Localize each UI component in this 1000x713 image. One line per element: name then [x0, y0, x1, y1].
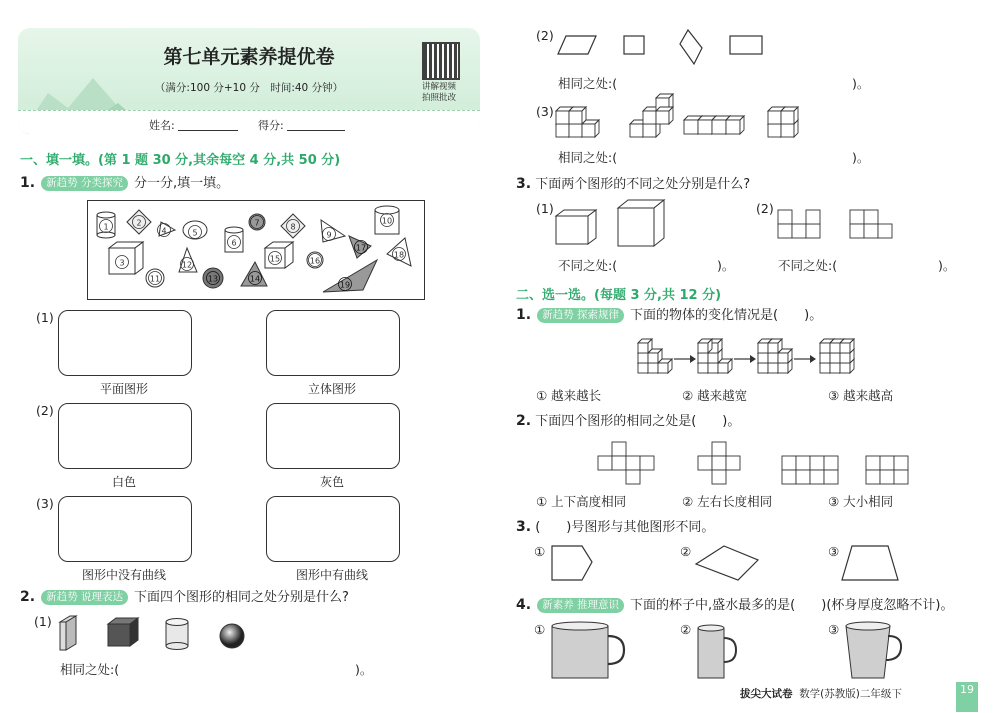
net-square [880, 456, 894, 470]
footer [740, 686, 902, 702]
net-square [806, 224, 820, 238]
c1-text: 下面的物体的变化情况是( )。 [630, 308, 823, 323]
cup-icon [846, 622, 901, 678]
net-square [850, 210, 864, 224]
q1-group-label: (1) [36, 310, 54, 325]
dark-cube-icon [108, 618, 138, 646]
section2-title: 二、选一选。(每题 3 分,共 12 分) [516, 288, 722, 303]
svg-text:18: 18 [393, 250, 405, 260]
c2-cube-nets [598, 438, 918, 488]
c2-option-2[interactable]: ② 左右长度相同 [682, 494, 773, 509]
q2-part1-label: (1) [34, 614, 52, 629]
unit-cube [781, 107, 798, 124]
net-square [796, 456, 810, 470]
cup-icon [698, 625, 736, 678]
page-title: 第七单元素养提优卷 [163, 46, 335, 68]
c1-option-2[interactable]: ② 越来越宽 [682, 388, 748, 403]
net-square [796, 470, 810, 484]
c4-line [516, 596, 953, 615]
q1-right-caption: 灰色 [319, 475, 344, 489]
c2-number: 2. [516, 413, 532, 429]
unit-cube [638, 339, 652, 353]
unit-cube [768, 339, 782, 353]
pentagon-icon [552, 546, 592, 580]
net-square [894, 456, 908, 470]
q2-part2-close: )。 [852, 76, 870, 91]
net-square [894, 470, 908, 484]
svg-text:1: 1 [103, 222, 109, 232]
net-square [778, 224, 792, 238]
q1-tag: 新趋势 分类探究 [41, 176, 128, 191]
qr-caption-2: 拍照批改 [421, 93, 456, 103]
shapes-illustration [87, 200, 423, 298]
footer-brand: 拔尖大试卷 [740, 688, 793, 700]
q1-line [20, 174, 229, 193]
c1-option-1[interactable]: ① 越来越长 [536, 388, 602, 403]
section1-title: 一、填一填。(第 1 题 30 分,其余每空 4 分,共 50 分) [20, 153, 341, 168]
unit-cube [582, 120, 599, 137]
svg-text:11: 11 [149, 274, 161, 284]
qr-code[interactable] [422, 42, 460, 80]
c4-number: 4. [516, 597, 532, 613]
unit-cube [656, 107, 673, 124]
unit-cube [726, 116, 744, 134]
svg-text:4: 4 [161, 226, 167, 236]
q2-line [20, 588, 349, 607]
c2-option-1[interactable]: ① 上下高度相同 [536, 494, 627, 509]
q3-text: 下面两个图形的不同之处分别是什么? [535, 177, 751, 192]
svg-text:17: 17 [355, 243, 367, 253]
c4-option-2[interactable]: ② [680, 622, 692, 637]
svg-text:10: 10 [381, 216, 393, 226]
c1-tag: 新趋势 探索规律 [537, 308, 624, 323]
q1-right-answer-box[interactable] [266, 310, 400, 376]
cuboid-icon [60, 616, 76, 650]
q2-part1-solids [56, 614, 276, 654]
svg-text:19: 19 [339, 280, 351, 290]
net-square [712, 442, 726, 456]
net-square [698, 456, 712, 470]
q3-part2-nets [778, 210, 908, 250]
net-square [712, 470, 726, 484]
q3-part1-label: (1) [536, 201, 554, 216]
q1-left-answer-box[interactable] [58, 496, 192, 562]
trapezoid-icon [842, 546, 898, 580]
c4-option-3[interactable]: ③ [828, 622, 840, 637]
unit-cube [698, 339, 712, 353]
c3-option-2[interactable]: ② [680, 544, 692, 559]
q2-part3-close: )。 [852, 150, 870, 165]
unit-cube [840, 339, 854, 353]
q2-part1-answer[interactable]: 相同之处:( [60, 662, 120, 677]
q2-part2-label: (2) [536, 28, 554, 43]
c4-text: 下面的杯子中,盛水最多的是( )(杯身厚度忽略不计)。 [630, 598, 954, 613]
c1-growth-sequence [636, 333, 896, 378]
cup-icon [552, 622, 624, 678]
svg-text:9: 9 [326, 230, 332, 240]
rhombus-icon [680, 30, 702, 64]
q2-part1-close: )。 [355, 662, 373, 677]
svg-text:12: 12 [181, 260, 193, 270]
rectangle-icon [730, 36, 762, 54]
q2-part3-cube-stacks [554, 102, 814, 142]
q2-text: 下面四个图形的相同之处分别是什么? [134, 590, 349, 605]
q2-part2-quadrilaterals [556, 30, 796, 70]
c4-option-1[interactable]: ① [534, 622, 546, 637]
c2-line [516, 412, 740, 431]
net-square [810, 456, 824, 470]
net-square [782, 456, 796, 470]
svg-text:2: 2 [136, 218, 142, 228]
net-square [850, 224, 864, 238]
c3-text: ( )号图形与其他图形不同。 [535, 520, 715, 535]
c3-shapes [548, 542, 908, 587]
net-square [864, 210, 878, 224]
q1-right-answer-box[interactable] [266, 496, 400, 562]
svg-text:13: 13 [207, 274, 219, 284]
parallelogram-icon [558, 36, 596, 54]
net-square [878, 224, 892, 238]
net-square [880, 470, 894, 484]
q1-left-answer-box[interactable] [58, 310, 192, 376]
net-square [712, 456, 726, 470]
q1-group-label: (2) [36, 403, 54, 418]
net-square [612, 442, 626, 456]
q1-left-caption: 平面图形 [99, 382, 148, 396]
cylinder-icon [166, 619, 188, 650]
svg-text:8: 8 [290, 222, 296, 232]
net-square [640, 456, 654, 470]
c3-line [516, 518, 714, 537]
c1-line [516, 306, 822, 325]
net-square [864, 224, 878, 238]
net-square [866, 456, 880, 470]
score-field[interactable] [287, 130, 345, 131]
square-icon [624, 36, 644, 54]
svg-text:7: 7 [254, 218, 260, 228]
svg-text:16: 16 [309, 256, 321, 266]
net-square [810, 470, 824, 484]
net-square [806, 210, 820, 224]
q2-part2-answer[interactable]: 相同之处:( [558, 76, 618, 91]
q2-part3-answer[interactable]: 相同之处:( [558, 150, 618, 165]
score-label: 得分: [258, 119, 284, 132]
q1-right-answer-box[interactable] [266, 403, 400, 469]
name-field[interactable] [178, 130, 238, 131]
q1-right-caption: 立体图形 [307, 382, 356, 396]
page-number: 19 [956, 682, 978, 712]
c2-option-3[interactable]: ③ 大小相同 [828, 494, 894, 509]
c3-number: 3. [516, 519, 532, 535]
net-square [824, 470, 838, 484]
c3-option-1[interactable]: ① [534, 544, 546, 559]
c1-option-3[interactable]: ③ 越来越高 [828, 388, 894, 403]
c3-option-3[interactable]: ③ [828, 544, 840, 559]
footer-subject: 数学(苏教版)二年级下 [799, 688, 902, 700]
unit-cube [569, 107, 586, 124]
net-square [598, 456, 612, 470]
q2-part3-label: (3) [536, 104, 554, 119]
net-square [866, 470, 880, 484]
net-square [792, 224, 806, 238]
header-banner [18, 28, 480, 134]
q3-part1-cubes [554, 200, 694, 250]
sphere-icon [220, 624, 244, 648]
q3-part1-close: )。 [717, 258, 735, 273]
q3-part2-label: (2) [756, 201, 774, 216]
c4-cups [546, 620, 906, 680]
q3-number: 3. [516, 176, 532, 192]
svg-text:15: 15 [269, 254, 281, 264]
q2-number: 2. [20, 589, 36, 605]
net-square [778, 210, 792, 224]
q2-tag: 新趋势 说理表达 [41, 590, 128, 605]
q1-group-label: (3) [36, 496, 54, 511]
name-label: 姓名: [149, 119, 175, 132]
net-square [612, 456, 626, 470]
q1-text: 分一分,填一填。 [134, 176, 230, 191]
q3-line [516, 175, 750, 194]
net-square [626, 470, 640, 484]
q1-number: 1. [20, 175, 36, 191]
q1-left-caption: 图形中没有曲线 [81, 568, 166, 582]
q1-right-caption: 图形中有曲线 [295, 568, 368, 582]
q3-part1-answer[interactable]: 不同之处:( [558, 258, 618, 273]
c4-tag: 新素养 推理意识 [537, 598, 624, 613]
qr-caption-1: 讲解视频 [421, 82, 456, 92]
q1-left-answer-box[interactable] [58, 403, 192, 469]
net-square [726, 456, 740, 470]
svg-text:3: 3 [119, 258, 125, 268]
large-cube-icon [618, 200, 664, 246]
svg-text:14: 14 [249, 274, 261, 284]
q3-part2-answer[interactable]: 不同之处:( [778, 258, 838, 273]
net-square [782, 470, 796, 484]
quadrilateral-icon [696, 546, 758, 580]
svg-text:6: 6 [231, 238, 237, 248]
c1-number: 1. [516, 307, 532, 323]
q3-part2-close: )。 [938, 258, 956, 273]
name-row [18, 110, 480, 134]
net-square [626, 456, 640, 470]
c2-text: 下面四个图形的相同之处是( )。 [535, 414, 741, 429]
small-cube-icon [556, 210, 596, 244]
svg-text:5: 5 [192, 228, 198, 238]
q1-left-caption: 白色 [111, 475, 136, 489]
net-square [824, 456, 838, 470]
page-subtitle: （满分:100 分+10 分 时间:40 分钟） [154, 82, 344, 94]
